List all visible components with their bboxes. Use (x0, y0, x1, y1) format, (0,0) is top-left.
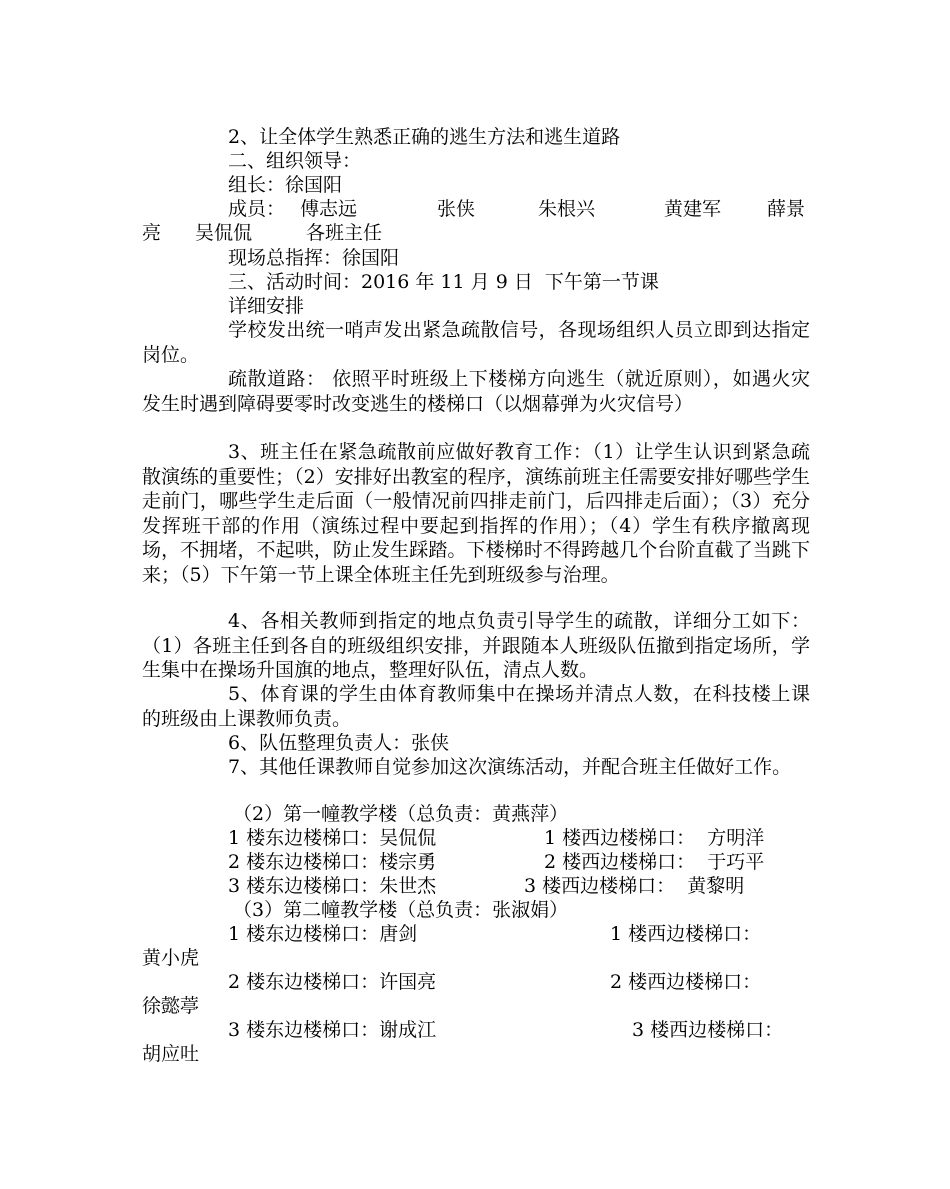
building-1-west-stair: 1 楼西边楼梯口： 方明洋 (544, 827, 765, 849)
member-name: 各班主任 (306, 222, 383, 244)
detail-heading: 详细安排 (228, 295, 305, 317)
section-heading-time: 三、活动时间：2016 年 11 月 9 日 下午第一节课 (228, 271, 659, 293)
paragraph-item-6: 6、队伍整理负责人：张侠 (228, 732, 450, 754)
building-1-east-stair: 3 楼东边楼梯口：朱世杰 (228, 875, 437, 897)
building-2-west-stair: 2 楼西边楼梯口： (610, 971, 762, 993)
paragraph-route: 疏散道路： 依照平时班级上下楼梯方向逃生（就近原则），如遇火灾发生时遇到障碍要零时改变逃生的楼梯口（以烟幕弹为火灾信号） (142, 368, 810, 415)
member-name: 吴侃侃 (195, 222, 253, 244)
building-2-east-stair: 3 楼东边楼梯口：谢成江 (228, 1019, 437, 1041)
site-commander: 现场总指挥：徐国阳 (228, 247, 400, 269)
building-2-east-stair: 2 楼东边楼梯口：许国亮 (228, 971, 437, 993)
building-1-heading: （2）第一幢教学楼（总负责：黄燕萍） (233, 803, 569, 825)
section-heading-organization: 二、组织领导： (228, 150, 362, 172)
paragraph-item-5: 5、体育课的学生由体育教师集中在操场并清点人数，在科技楼上课的班级由上课教师负责。 (142, 683, 810, 730)
members-label: 成员： (228, 198, 286, 220)
paragraph-item-3: 3、班主任在紧急疏散前应做好教育工作：（1）让学生认识到紧急疏散演练的重要性；（2）安排好出教室的程序，演练前班主任需要安排好哪些学生走前门，哪些学生走后面（一般情况前四排走前门，后四排走后面）；（3）充分发挥班干部的作用（演练过程中要起到指挥的作用）；（4）学生有秩序撤离现场，不拥堵，不起哄，防止发生踩踏。下楼梯时不得跨越几个台阶直截了当跳下来；（5）下午第一节上课全体班主任先到班级参与治理。 (142, 441, 810, 586)
building-2-west-name: 黄小虎 (142, 947, 200, 969)
member-name: 朱根兴 (538, 198, 596, 220)
goal-2: 2、让全体学生熟悉正确的逃生方法和逃生道路 (228, 126, 621, 148)
building-2-west-name: 胡应吐 (142, 1043, 200, 1065)
building-2-east-stair: 1 楼东边楼梯口：唐剑 (228, 923, 418, 945)
building-2-west-stair: 3 楼西边楼梯口： (632, 1019, 784, 1041)
member-name: 亮 (142, 222, 162, 244)
paragraph-signal: 学校发出统一哨声发出紧急疏散信号，各现场组织人员立即到达指定岗位。 (142, 319, 810, 366)
team-leader: 组长：徐国阳 (228, 174, 343, 196)
member-name: 傅志远 (300, 198, 358, 220)
paragraph-item-4: 4、各相关教师到指定的地点负责引导学生的疏散，详细分工如下：（1）各班主任到各自的班级组织安排，并跟随本人班级队伍撤到指定场所，学生集中在操场升国旗的地点，整理好队伍，清点人数。 (142, 610, 810, 681)
paragraph-item-7: 7、其他任课教师自觉参加这次演练活动，并配合班主任做好工作。 (228, 756, 792, 778)
building-1-east-stair: 2 楼东边楼梯口：楼宗勇 (228, 851, 437, 873)
member-name: 薛景 (767, 198, 806, 220)
building-2-heading: （3）第二幢教学楼（总负责：张淑娟） (233, 899, 569, 921)
building-1-west-stair: 3 楼西边楼梯口： 黄黎明 (524, 875, 745, 897)
member-name: 黄建军 (664, 198, 722, 220)
building-2-west-stair: 1 楼西边楼梯口： (610, 923, 762, 945)
building-1-east-stair: 1 楼东边楼梯口：吴侃侃 (228, 827, 437, 849)
building-2-west-name: 徐懿葶 (142, 995, 200, 1017)
member-name: 张侠 (437, 198, 476, 220)
building-1-west-stair: 2 楼西边楼梯口： 于巧平 (544, 851, 765, 873)
